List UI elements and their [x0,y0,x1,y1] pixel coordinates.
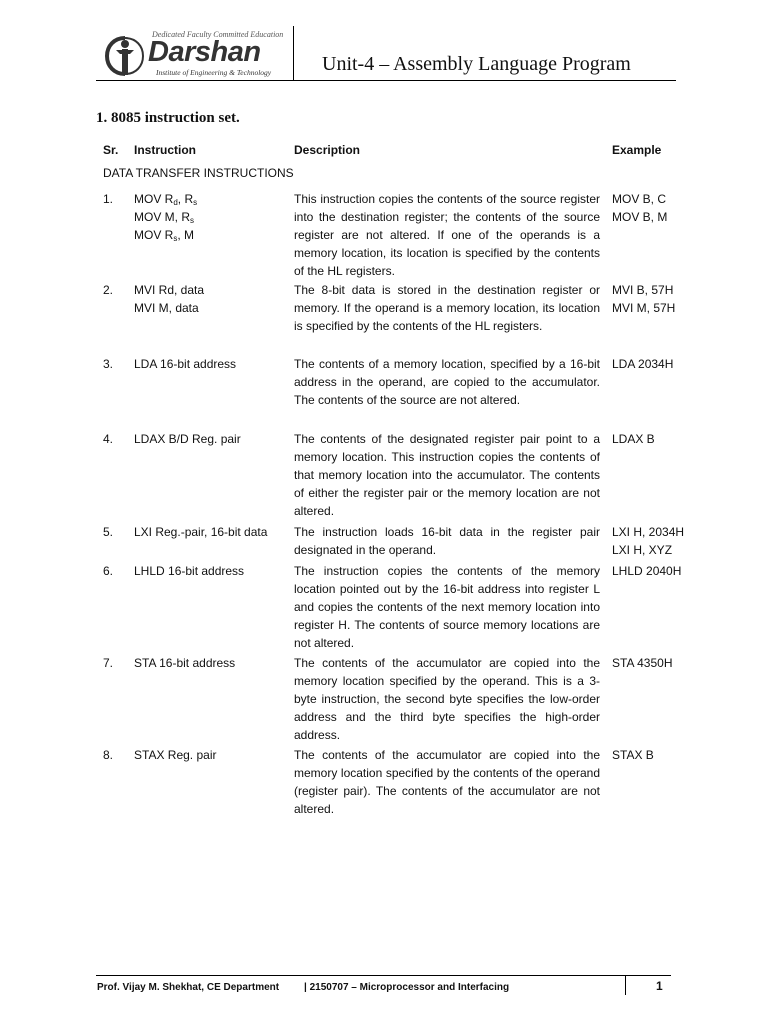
instruction-line: MOV $R_d$, $R_s$ [134,192,198,207]
column-header-instruction: Instruction [134,143,196,157]
footer-course: | 2150707 – Microprocessor and Interfacing [304,982,510,993]
logo-tagline: Dedicated Faculty Committed Education [152,30,284,39]
category-label: DATA TRANSFER INSTRUCTIONS [103,166,294,180]
column-header-sr: Sr. [103,143,119,157]
row-instruction: STA 16-bit address [134,656,236,670]
row-description: The contents of the accumulator are copied into the memory location specified by the contents of the operand (register pair). The contents of the accumulator are not altered. [294,748,600,816]
instruction-line: MOV $R_s$, M [134,228,195,243]
footer-page-divider [625,975,626,995]
row-sr: 4. [103,432,114,446]
logo-wordmark: Darshan [148,36,261,68]
row-instruction: MVI Rd, data MVI M, data [134,283,205,315]
unit-title: Unit-4 – Assembly Language Program [322,53,631,75]
footer-divider [96,975,671,976]
section-title: 1. 8085 instruction set. [96,110,240,126]
page-header [0,0,768,90]
row-sr: 8. [103,748,114,762]
row-example: MVI B, 57H MVI M, 57H [612,283,676,315]
row-description: The contents of the designated register pair point to a memory location. This instruction copies the contents of that memory location into the accumulator. The contents of either the register pair or the memory location are not altered. [294,432,600,518]
row-instruction: LXI Reg.-pair, 16-bit data [134,525,268,539]
row-sr: 5. [103,525,114,539]
row-example: LHLD 2040H [612,564,682,578]
row-instruction: STAX Reg. pair [134,748,217,762]
row-instruction [134,190,197,244]
row-sr: 6. [103,564,114,578]
darshan-logo [104,30,286,80]
row-instruction: LDA 16-bit address [134,357,237,371]
column-header-example: Example [612,143,662,157]
row-description: The 8-bit data is stored in the destination register or memory. If the operand is a memory location, its location is specified by the contents of the HL registers. [294,283,600,333]
logo-subtitle: Institute of Engineering & Technology [156,68,272,77]
row-sr: 3. [103,357,114,371]
row-description: The instruction loads 16-bit data in the register pair designated in the operand. [294,525,600,557]
row-sr: 7. [103,656,114,670]
darshan-emblem-icon [104,34,146,78]
row-example: STAX B [612,748,654,762]
row-example: LDAX B [612,432,655,446]
row-sr: 1. [103,192,114,206]
row-example: LDA 2034H [612,357,674,371]
row-description: This instruction copies the contents of the source register into the destination register; the contents of the source register are not altered. If one of the operands is a memory location, its location is specified by the contents of the HL registers. [294,192,600,278]
header-divider-horizontal [96,80,676,81]
row-instruction: LHLD 16-bit address [134,564,245,578]
row-example: LXI H, 2034H LXI H, XYZ [612,525,685,557]
page-number: 1 [656,979,663,993]
row-example: MOV B, C MOV B, M [612,192,668,224]
header-divider-vertical [293,26,294,81]
row-description: The instruction copies the contents of the memory location pointed out by the 16-bit address into register L and copies the contents of the next memory location into register H. The contents of source memory locations are not altered. [294,564,600,650]
row-instruction: LDAX B/D Reg. pair [134,432,241,446]
row-example: STA 4350H [612,656,673,670]
row-description: The contents of a memory location, specified by a 16-bit address in the operand, are copied to the accumulator. The contents of the source are not altered. [294,357,600,407]
row-sr: 2. [103,283,114,297]
row-description: The contents of the accumulator are copied into the memory location specified by the operand. This is a 3-byte instruction, the second byte specifies the low-order address and the third byte specifies the high-order address. [294,656,600,742]
footer-author: Prof. Vijay M. Shekhat, CE Department [97,982,280,993]
instruction-line: MOV M, $R_s$ [134,210,194,225]
column-header-description: Description [294,143,361,157]
